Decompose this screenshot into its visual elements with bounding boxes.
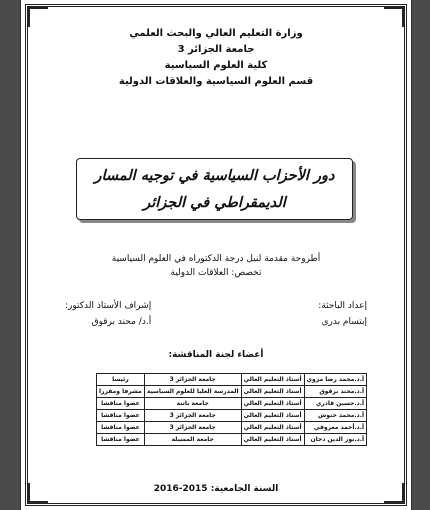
committee-name-cell: أ.د.محمد خنوش	[304, 410, 367, 422]
committee-rank-cell: أستاذ التعليم العالي	[241, 386, 304, 398]
committee-name-cell: أ.د.أحمد معروفي	[304, 422, 367, 434]
committee-rank-cell: أستاذ التعليم العالي	[241, 422, 304, 434]
degree-statement: أطروحة مقدمة لنيل درجة الدكتوراه في العلوم السياسية	[111, 254, 321, 264]
thesis-title-line-1: دور الأحزاب السياسية في توجيه المسار	[94, 168, 335, 184]
committee-role-cell: مشرفا ومقررا	[97, 386, 145, 398]
committee-role-cell: عضوا مناقشا	[97, 434, 145, 446]
faculty-name: كلية العلوم السياسية	[164, 60, 268, 71]
committee-role-cell: عضوا مناقشا	[97, 410, 145, 422]
committee-table	[96, 373, 367, 446]
supervisor-label: إشراف الأستاذ الدكتور:	[65, 301, 152, 311]
authors-block	[65, 298, 367, 338]
committee-title: أعضاء لجنة المناقشة:	[168, 350, 264, 360]
table-row	[97, 410, 367, 422]
academic-year: السنة الجامعية: 2015-2016	[153, 484, 279, 494]
committee-name-cell: أ.د.محمد رضا مزوي	[304, 374, 367, 386]
committee-role-cell: عضوا مناقشا	[97, 398, 145, 410]
ministry-name: وزارة التعليم العالي والبحث العلمي	[129, 28, 303, 39]
table-row	[97, 422, 367, 434]
department-name: قسم العلوم السياسية والعلاقات الدولية	[118, 76, 314, 87]
corner-ornament	[28, 7, 48, 27]
committee-rank-cell: أستاذ التعليم العالي	[241, 434, 304, 446]
committee-role-cell: عضوا مناقشا	[97, 422, 145, 434]
table-row	[97, 386, 367, 398]
corner-ornament	[384, 7, 404, 27]
document-page	[20, 0, 412, 510]
supervisor-block	[65, 298, 151, 330]
committee-role-cell: رئيسا	[97, 374, 145, 386]
committee-name-cell: أ.د.نور الدين دخان	[304, 434, 367, 446]
supervisor-name: أ.د/ محند برقوق	[91, 317, 152, 327]
student-name: إبتسام بدري	[321, 317, 367, 327]
thesis-title-line-2: الديمقراطي في الجزائر	[143, 195, 286, 211]
committee-university-cell: جامعة باتنة	[144, 398, 241, 410]
committee-name-cell: أ.د.حسين قادري	[304, 398, 367, 410]
student-block	[318, 298, 367, 330]
table-row	[97, 398, 367, 410]
specialization: تخصص: العلاقات الدولية	[170, 268, 262, 278]
committee-name-cell: أ.د.محند برقوق	[304, 386, 367, 398]
student-label: إعداد الباحثة:	[318, 301, 367, 311]
university-name: جامعة الجزائر 3	[177, 44, 255, 55]
committee-university-cell: جامعة الجزائر 3	[144, 422, 241, 434]
table-row	[97, 434, 367, 446]
institution-header	[21, 26, 411, 90]
committee-rank-cell: أستاذ التعليم العالي	[241, 374, 304, 386]
committee-rank-cell: أستاذ التعليم العالي	[241, 398, 304, 410]
thesis-title-box	[76, 158, 353, 220]
table-row	[97, 374, 367, 386]
committee-university-cell: جامعة المسيلة	[144, 434, 241, 446]
committee-rank-cell: أستاذ التعليم العالي	[241, 410, 304, 422]
committee-university-cell: المدرسة العليا للعلوم السياسية	[144, 386, 241, 398]
committee-university-cell: جامعة الجزائر 3	[144, 410, 241, 422]
thesis-description	[21, 252, 411, 280]
committee-university-cell: جامعة الجزائر 3	[144, 374, 241, 386]
